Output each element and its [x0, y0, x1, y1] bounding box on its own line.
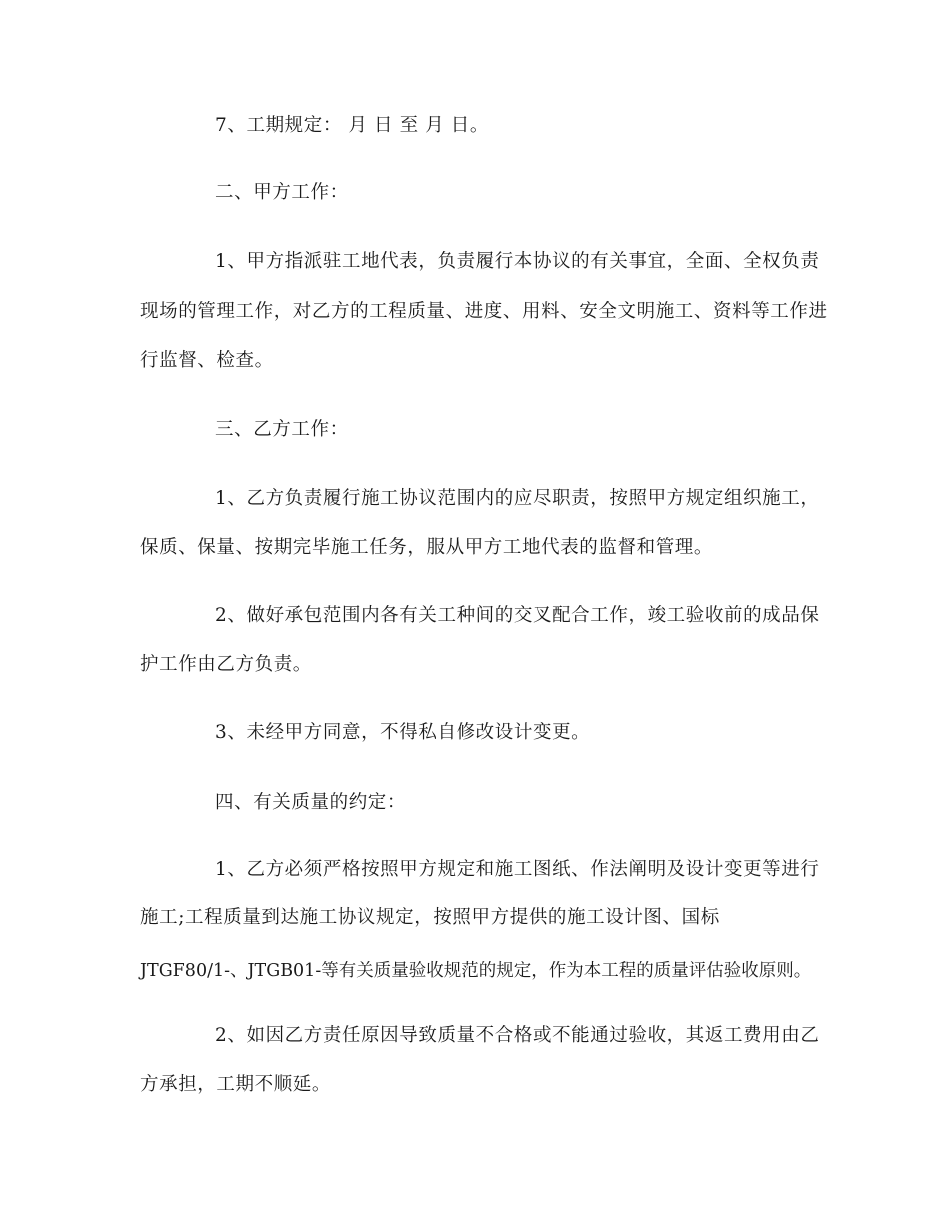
paragraph-line: 护工作由乙方负责。	[140, 654, 312, 675]
paragraph-line: 行监督、检查。	[140, 350, 274, 371]
paragraph-line: JTGF80/1-、JTGB01-等有关质量验收规范的规定，作为本工程的质量评估验收原则。	[140, 961, 812, 981]
clause-7-construction-period: 7、工期规定： 月 日 至 月 日。	[215, 115, 489, 136]
section-heading-party-a: 二、甲方工作：	[215, 182, 349, 203]
paragraph-line: 保质、保量、按期完毕施工任务，服从甲方工地代表的监督和管理。	[140, 537, 714, 558]
paragraph-line: 现场的管理工作，对乙方的工程质量、进度、用料、安全文明施工、资料等工作进	[140, 301, 828, 322]
paragraph-line: 2、如因乙方责任原因导致质量不合格或不能通过验收，其返工费用由乙	[215, 1025, 820, 1046]
section-heading-quality: 四、有关质量的约定：	[215, 792, 407, 813]
paragraph-line: 1、乙方负责履行施工协议范围内的应尽职责，按照甲方规定组织施工，	[215, 488, 820, 509]
paragraph-line: 1、乙方必须严格按照甲方规定和施工图纸、作法阐明及设计变更等进行	[215, 859, 820, 880]
paragraph-line: 1、甲方指派驻工地代表，负责履行本协议的有关事宜，全面、全权负责	[215, 251, 820, 272]
section-heading-party-b: 三、乙方工作：	[215, 419, 349, 440]
paragraph-line: 施工;工程质量到达施工协议规定，按照甲方提供的施工设计图、国标	[140, 907, 720, 928]
paragraph-line: 2、做好承包范围内各有关工种间的交叉配合工作，竣工验收前的成品保	[215, 605, 820, 626]
paragraph-line: 3、未经甲方同意，不得私自修改设计变更。	[215, 722, 591, 743]
paragraph-line: 方承担，工期不顺延。	[140, 1074, 332, 1095]
